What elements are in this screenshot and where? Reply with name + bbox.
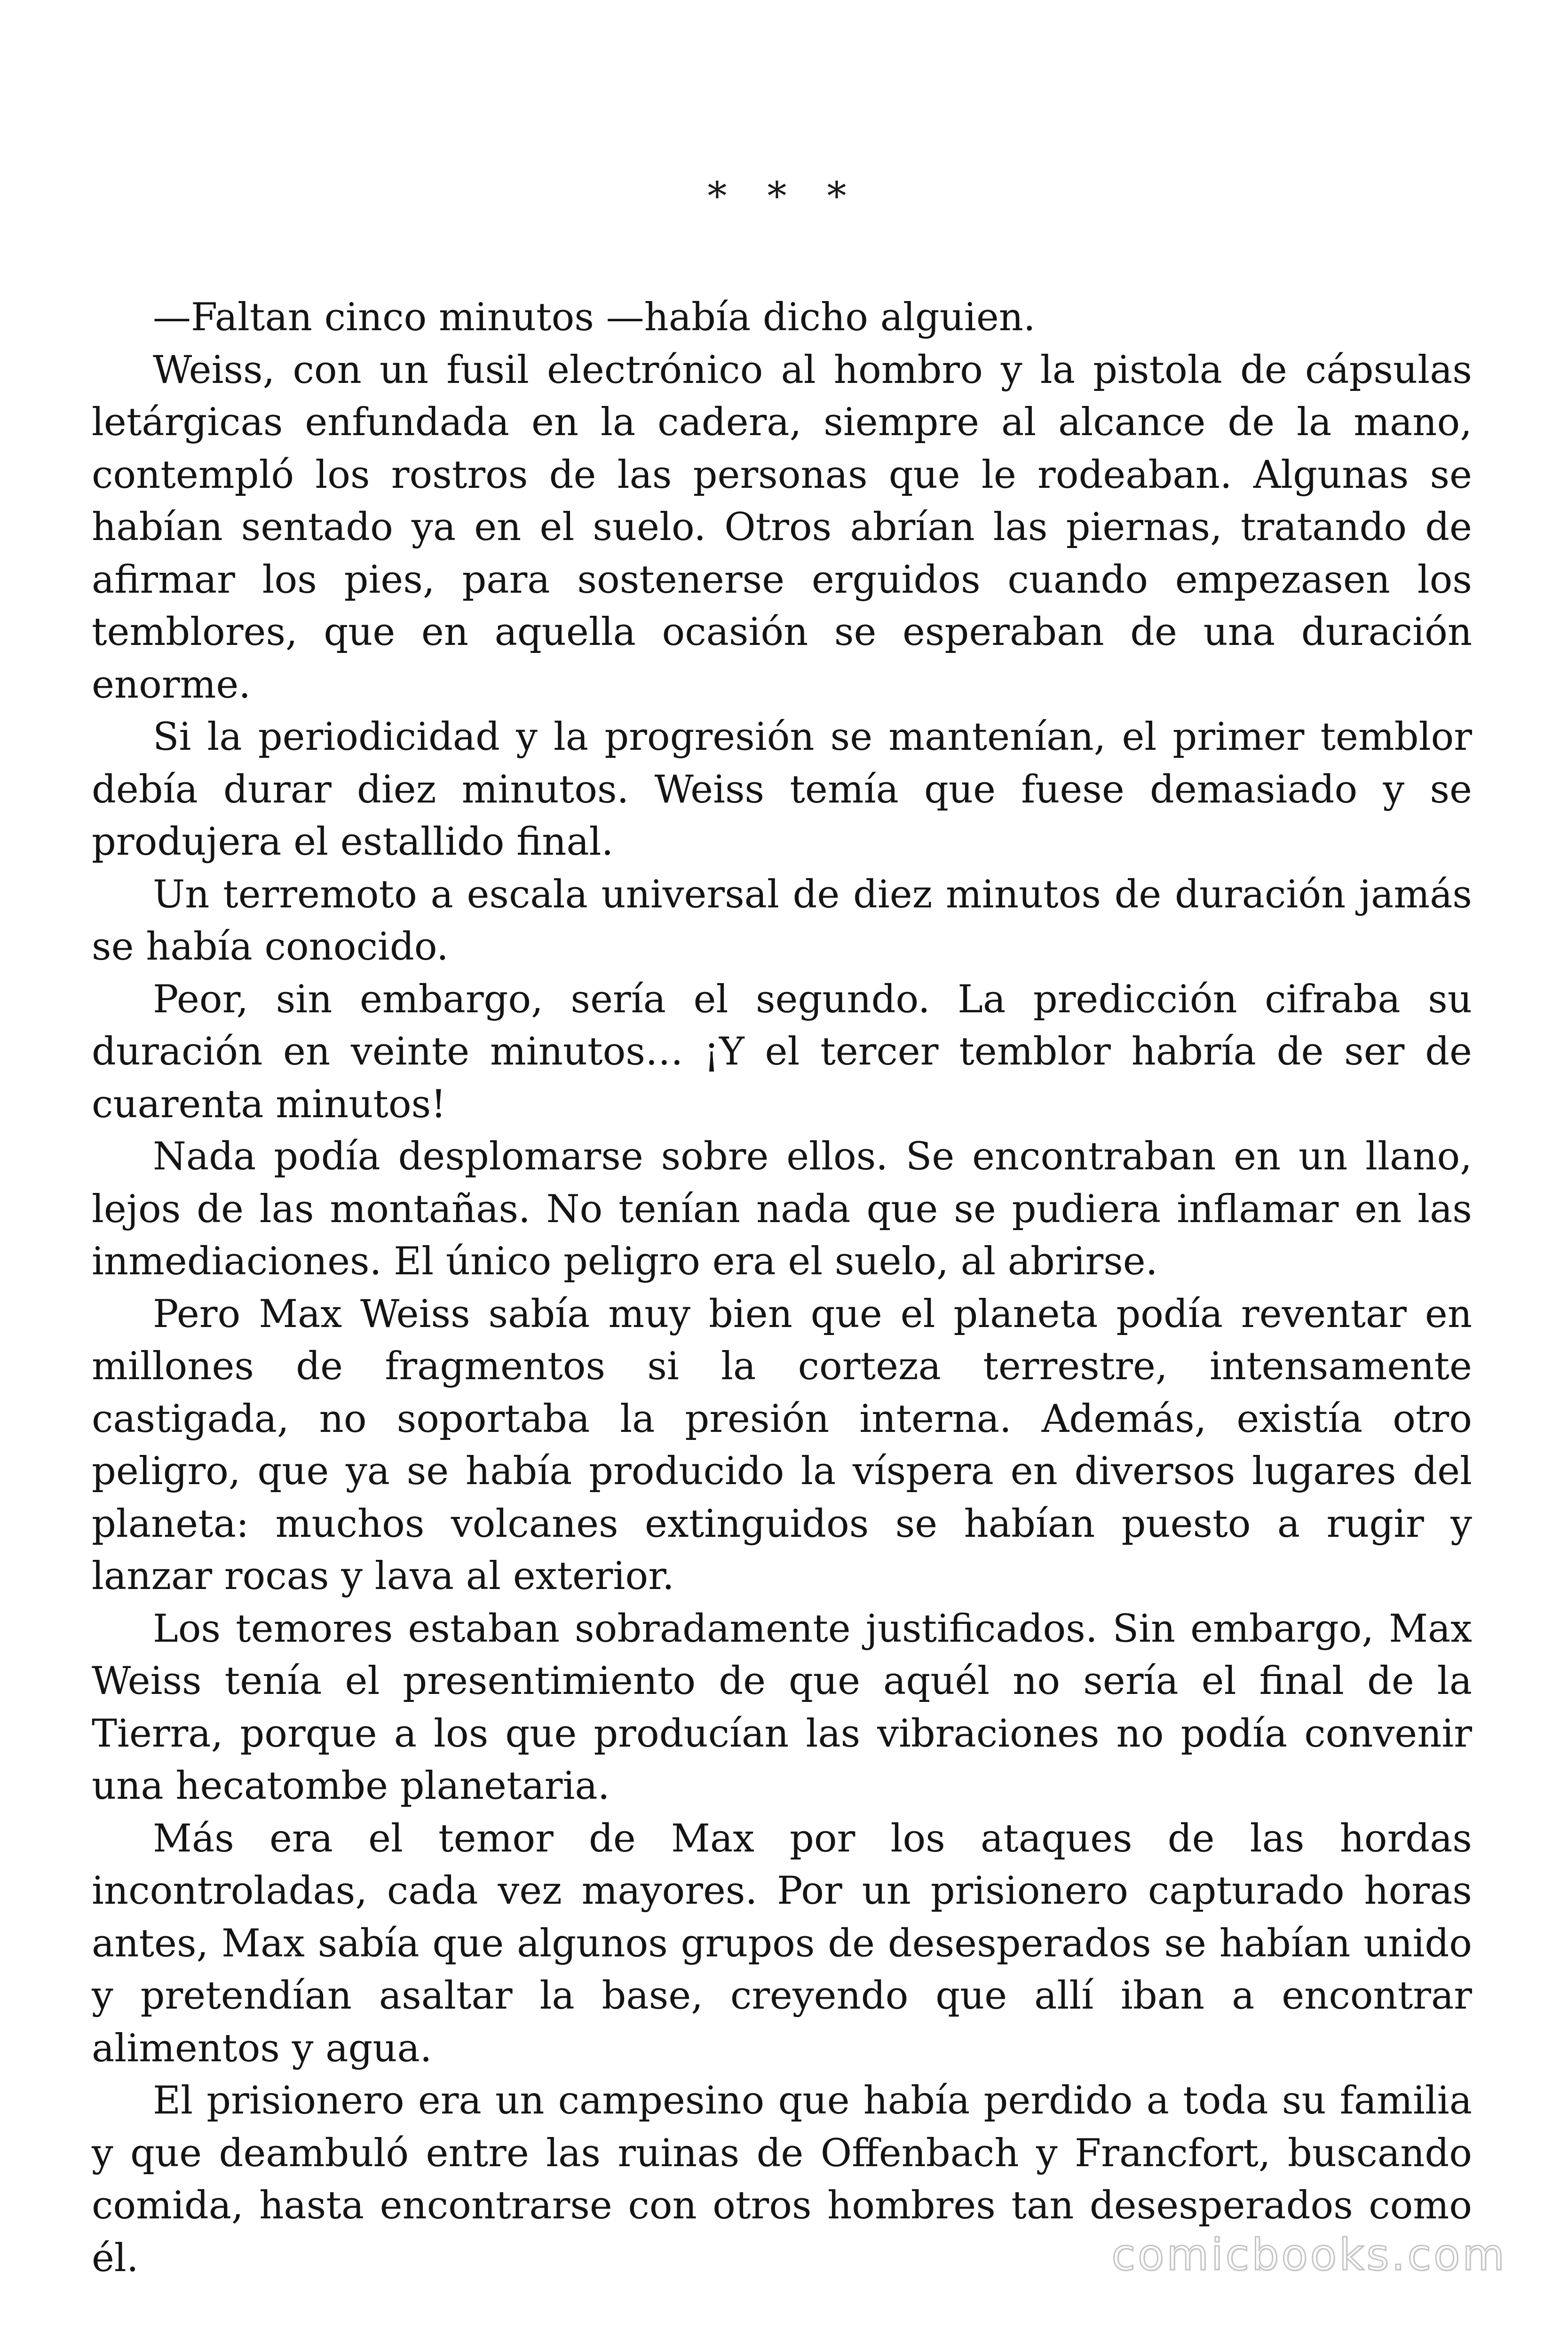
section-separator: * * * [707,174,861,219]
watermark: comicbooks.com [1111,2230,1507,2280]
paragraph: Más era el temor de Max por los ataques de las hordas incontroladas, cada vez mayores. Por un prisionero capturado horas antes, Max sabía que algunos grupos de desesperados se habían unido y pretendían asaltar la base, creyendo que allí iban a encontrar alimentos y agua. [92,1816,1472,2071]
paragraph: Si la periodicidad y la progresión se mantenían, el primer temblor debía durar diez minutos. Weiss temía que fuese demasiado y se produjera el estallido final. [92,715,1472,864]
paragraph: Pero Max Weiss sabía muy bien que el planeta podía reventar en millones de fragmentos si la corteza terrestre, intensamente castigada, no soportaba la presión interna. Además, existía otro peligro, que ya se había producido la víspera en diversos lugares del planeta: muchos volcanes extinguidos se habían puesto a rugir y lanzar rocas y lava al exterior. [92,1292,1472,1598]
body-text [92,292,1472,2285]
paragraph: Weiss, con un fusil electrónico al hombro y la pistola de cápsulas letárgicas enfundada en la cadera, siempre al alcance de la mano, contempló los rostros de las personas que le rodeaban. Algunas se habían sentado ya en el suelo. Otros abrían las piernas, tratando de afirmar los pies, para sostenerse erguidos cuando empezasen los temblores, que en aquella ocasión se esperaban de una duración enorme. [92,348,1472,707]
paragraph: —Faltan cinco minutos —había dicho alguien. [153,295,1036,340]
paragraph: Nada podía desplomarse sobre ellos. Se encontraban en un llano, lejos de las montañas. No tenían nada que se pudiera inflamar en las inmediaciones. El único peligro era el suelo, al abrirse. [92,1135,1472,1284]
paragraph: Un terremoto a escala universal de diez minutos de duración jamás se había conocido. [92,872,1472,969]
paragraph: El prisionero era un campesino que había perdido a toda su familia y que deambuló entre las ruinas de Offenbach y Francfort, buscando comida, hasta encontrarse con otros hombres tan desesperados como él. [92,2079,1472,2280]
paragraph: Peor, sin embargo, sería el segundo. La predicción cifraba su duración en veinte minutos… ¡Y el tercer temblor habría de ser de cuarenta minutos! [92,977,1472,1127]
paragraph: Los temores estaban sobradamente justificados. Sin embargo, Max Weiss tenía el presentimiento de que aquél no sería el final de la Tierra, porque a los que producían las vibraciones no podía convenir una hecatombe planetaria. [92,1606,1472,1808]
